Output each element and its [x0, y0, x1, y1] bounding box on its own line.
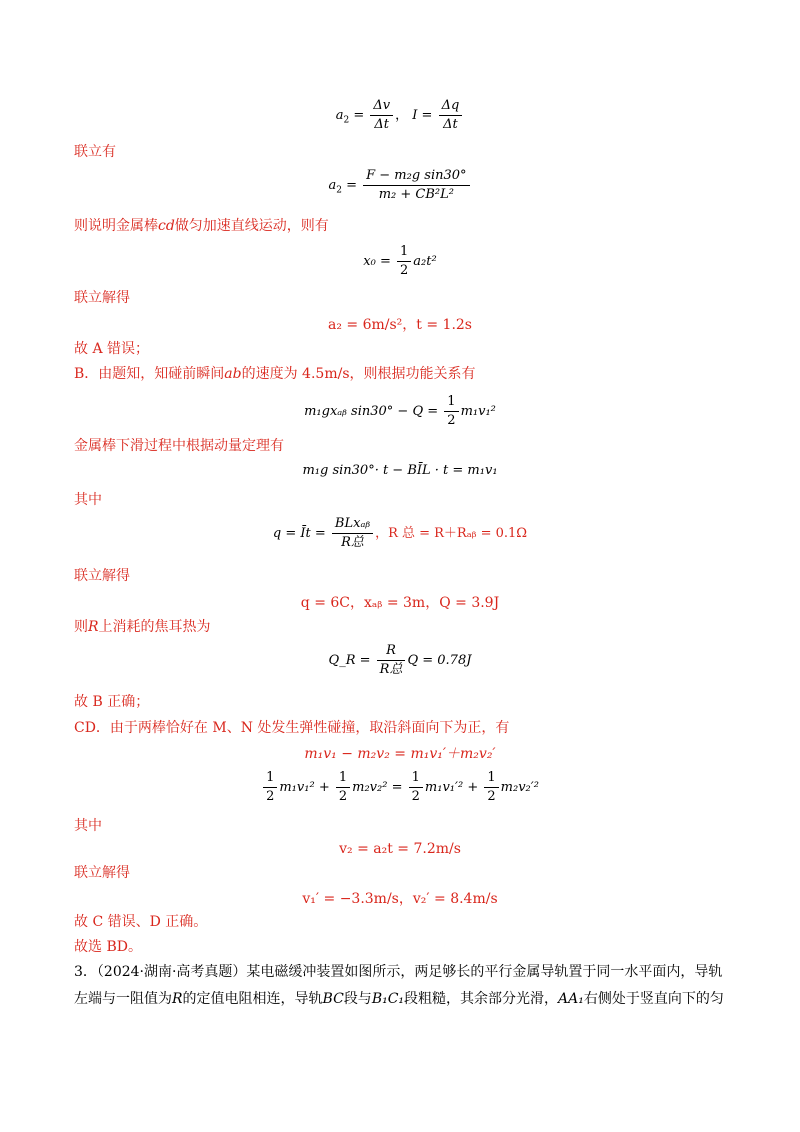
text-var: AA₁: [558, 991, 584, 1007]
text-part: 段粗糙，其余部分光滑，: [404, 991, 559, 1007]
frac-den: 2: [447, 413, 456, 428]
text-var: R: [88, 619, 99, 635]
frac-num: BLxₐᵦ: [332, 516, 373, 534]
text-var: R: [172, 991, 183, 1007]
equation-energy: [0, 394, 800, 429]
fraction: [439, 98, 463, 133]
text-a-wrong: 故 A 错误；: [74, 341, 150, 357]
text-part: 左端与一阻值为: [74, 991, 172, 1007]
frac-num: R: [377, 643, 406, 661]
frac-den: R总: [341, 535, 364, 550]
fraction: [409, 770, 423, 805]
frac-num: 1: [484, 770, 498, 788]
frac-den: 2: [266, 789, 275, 804]
fraction: [370, 98, 393, 133]
eq-var: a: [335, 108, 344, 123]
eq-lhs: q = Īt =: [272, 526, 326, 541]
fraction: [397, 244, 411, 279]
frac-num: 1: [336, 770, 350, 788]
equation-momentum-conservation: m₁v₁ − m₂v₂ = m₁v₁′＋m₂v₂′: [304, 746, 496, 762]
text-cd-motion: [74, 216, 329, 236]
eq-resistance: ，R 总 = R＋Rₐᵦ = 0.1Ω: [375, 526, 528, 541]
text-qizhong: 其中: [74, 492, 102, 508]
result-v1p-v2p: v₁′ = −3.3m/s，v₂′ = 8.4m/s: [302, 891, 498, 907]
fraction: [377, 643, 406, 678]
frac-num: 1: [444, 394, 458, 412]
eq-op: +: [467, 780, 479, 795]
equation-energy-conservation: [0, 770, 800, 805]
frac-den: 2: [411, 789, 420, 804]
eq-sep: ，: [395, 108, 409, 123]
eq-rhs: a₂t²: [413, 254, 437, 269]
eq-term: m₂v₂′²: [500, 780, 539, 795]
eq-lhs: x₀ =: [363, 254, 391, 269]
text-part: 的速度为 4.5m/s，则根据功能关系有: [241, 366, 476, 382]
fraction: [444, 394, 458, 429]
text-b-intro: [74, 364, 476, 384]
text-answer-bd: 故选 BD。: [74, 939, 142, 955]
text-var: B₁C₁: [371, 991, 405, 1007]
result-v2: v₂ = a₂t = 7.2m/s: [339, 841, 461, 857]
eq-var: I: [412, 108, 418, 123]
frac-den: 2: [400, 263, 409, 278]
text-lianli-jiede: 联立解得: [74, 290, 130, 306]
frac-den: 2: [487, 789, 496, 804]
text-lianli-jiede: 联立解得: [74, 865, 130, 881]
text-part: B．由题知，知碰前瞬间: [74, 366, 225, 382]
text-b-right: 故 B 正确；: [74, 694, 150, 710]
text-part: 的定值电阻相连，导轨: [182, 991, 323, 1007]
text-lianli-jiede: 联立解得: [74, 568, 130, 584]
text-var: cd: [158, 218, 175, 234]
eq-term: m₁v₁′²: [424, 780, 464, 795]
frac-den: m₂ + CB²L²: [378, 187, 454, 202]
equation-charge: [0, 516, 800, 551]
eq-lhs: Q_R =: [328, 653, 371, 668]
equation-a2: $a_2$ = $\frac{\text{F − m₂g sin30°}}{\text{m₂ + CB²L²}}$: [0, 168, 800, 203]
result-q-x-Q: q = 6C，xₐᵦ = 3m，Q = 3.9J: [300, 595, 500, 611]
frac-num: 1: [409, 770, 423, 788]
equation-momentum: m₁g sin30°· t − BĪL · t = m₁v₁: [302, 463, 498, 478]
equation-acceleration-current: $a_2$ = $\frac{\Delta v}{\Delta t}$ ， I = $\frac{\Delta q}{\Delta t}$: [0, 98, 800, 133]
text-part: 右侧处于竖直向下的匀: [583, 991, 724, 1007]
eq-term: m₁v₁²: [279, 780, 315, 795]
frac-num: 1: [263, 770, 277, 788]
frac-den: R总: [379, 662, 403, 677]
frac-num: Δq: [439, 98, 463, 116]
result-a2-t: a₂ = 6m/s²，t = 1.2s: [328, 317, 472, 333]
text-heat: [74, 617, 211, 637]
text-part: 则说明金属棒: [74, 218, 158, 234]
eq-sub: 2: [336, 185, 342, 196]
text-momentum: 金属棒下滑过程中根据动量定理有: [74, 438, 284, 454]
eq-var: a: [328, 178, 337, 193]
eq-rhs: m₁v₁²: [460, 404, 496, 419]
frac-den: Δt: [443, 117, 458, 132]
text-var: ab: [224, 366, 242, 382]
text-var: BC: [322, 991, 344, 1007]
eq-rhs: Q = 0.78J: [407, 653, 472, 668]
fraction: [336, 770, 350, 805]
text-part: 段与: [343, 991, 372, 1007]
text-c-wrong-d-right: 故 C 错误、D 正确。: [74, 914, 208, 930]
text-lianli: 联立有: [74, 144, 116, 160]
question-3-line-2: [74, 988, 724, 1010]
fraction: [363, 168, 469, 203]
frac-num: F − m₂g sin30°: [363, 168, 469, 186]
eq-op: +: [318, 780, 330, 795]
equation-x0: [0, 244, 800, 279]
text-part: 则: [74, 619, 88, 635]
eq-term: m₂v₂²: [352, 780, 388, 795]
text-qizhong: 其中: [74, 818, 102, 834]
eq-op: =: [391, 780, 403, 795]
text-part: 上消耗的焦耳热为: [98, 619, 211, 635]
fraction: [332, 516, 373, 551]
frac-den: Δt: [374, 117, 390, 132]
fraction: [263, 770, 277, 805]
frac-num: 1: [397, 244, 411, 262]
question-3-line-1: 3．（2024·湖南·高考真题）某电磁缓冲装置如图所示，两足够长的平行金属导轨置于同一水平面内，导轨: [74, 964, 723, 980]
eq-lhs: m₁gxₐᵦ sin30° − Q =: [304, 404, 439, 419]
fraction: [484, 770, 498, 805]
eq-sub: 2: [343, 115, 350, 126]
text-cd-collision: CD．由于两棒恰好在 M、N 处发生弹性碰撞，取沿斜面向下为正，有: [74, 720, 510, 736]
text-part: 做匀加速直线运动，则有: [174, 218, 329, 234]
frac-den: 2: [338, 789, 348, 804]
frac-num: Δv: [370, 98, 393, 116]
equation-joule-heat: [0, 643, 800, 678]
